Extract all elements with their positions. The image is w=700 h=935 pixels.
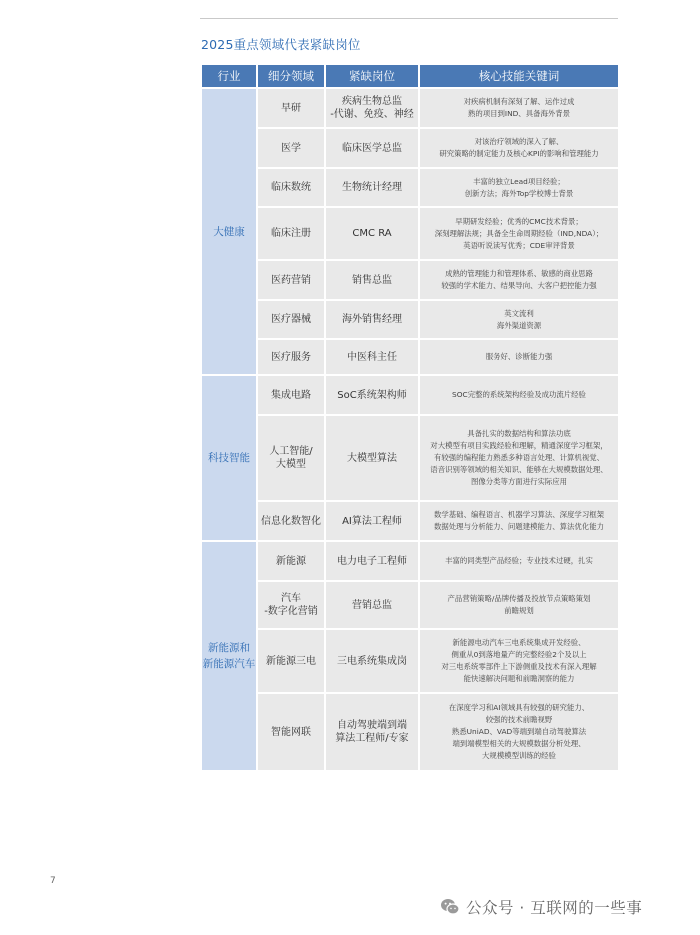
subfield-cell: 医疗器械 [258, 301, 324, 338]
skills-cell: 新能源电动汽车三电系统集成开发经验、 侧重从0到落地量产的完整经验2个及以上 对三电系统零部件上下游侧重及技术有深入理解 能快速解决问题和前瞻洞察的能力 [420, 630, 618, 692]
skills-cell: 早期研发经验；优秀的CMC技术背景； 深刻理解法规；具备全生命周期经验（IND,NDA）； 英语听说读写优秀；CDE审评背景 [420, 208, 618, 259]
position-cell: 中医科主任 [326, 340, 418, 374]
position-cell: 销售总监 [326, 261, 418, 299]
skills-cell: SOC完整的系统架构经验及成功流片经验 [420, 376, 618, 414]
skills-cell: 具备扎实的数据结构和算法功底 对大模型有项目实践经验和理解，精通深度学习框架， 有较强的编程能力熟悉多种语言处理、计算机视觉、 语音识别等领域的相关知识、能够在大规模数据处理、 图像分类等方面进行实际应用 [420, 416, 618, 500]
position-cell: 营销总监 [326, 582, 418, 628]
industry-cell: 科技智能 [202, 376, 256, 540]
subfield-cell: 新能源 [258, 542, 324, 580]
subfield-cell: 集成电路 [258, 376, 324, 414]
position-cell: 三电系统集成岗 [326, 630, 418, 692]
skills-cell: 在深度学习和AI领域具有较强的研究能力、 较强的技术前瞻视野 熟悉UniAD、VAD等端到端自动驾驶算法 端到端模型相关的大规模数据分析处理、 大规模模型训练的经验 [420, 694, 618, 770]
subfield-cell: 医学 [258, 129, 324, 167]
subfield-cell: 汽车 -数字化营销 [258, 582, 324, 628]
header-subfield: 细分领域 [258, 65, 324, 87]
industry-cell: 大健康 [202, 89, 256, 374]
subfield-cell: 早研 [258, 89, 324, 127]
position-cell: 自动驾驶端到端 算法工程师/专家 [326, 694, 418, 770]
header-position: 紧缺岗位 [326, 65, 418, 87]
skills-cell: 数学基础、编程语言、机器学习算法、深度学习框架 数据处理与分析能力、问题建模能力、算法优化能力 [420, 502, 618, 540]
subfield-cell: 临床注册 [258, 208, 324, 259]
table-row [202, 416, 618, 500]
position-cell: 电力电子工程师 [326, 542, 418, 580]
page-title: 2025重点领域代表紧缺岗位 [201, 37, 361, 52]
table-row [202, 208, 618, 259]
skills-cell: 服务好、诊断能力强 [420, 340, 618, 374]
table-row [202, 169, 618, 206]
position-cell: 生物统计经理 [326, 169, 418, 206]
shortage-positions-table [200, 63, 620, 772]
skills-cell: 英文流利 海外渠道资源 [420, 301, 618, 338]
position-cell: 疾病生物总监 -代谢、免疫、神经 [326, 89, 418, 127]
skills-cell: 对该治疗领域的深入了解、 研究策略的制定能力及核心KPI的影响和管理能力 [420, 129, 618, 167]
subfield-cell: 医疗服务 [258, 340, 324, 374]
position-cell: AI算法工程师 [326, 502, 418, 540]
table-row [202, 630, 618, 692]
subfield-cell: 医药营销 [258, 261, 324, 299]
industry-cell: 新能源和 新能源汽车 [202, 542, 256, 770]
table-row [202, 129, 618, 167]
header-skills: 核心技能关键词 [420, 65, 618, 87]
position-cell: 大模型算法 [326, 416, 418, 500]
subfield-cell: 人工智能/ 大模型 [258, 416, 324, 500]
skills-cell: 丰富的独立Lead项目经验； 创新方法；海外Top学校博士背景 [420, 169, 618, 206]
skills-cell: 对疾病机制有深刻了解、运作过成 熟的项目到IND、具备海外背景 [420, 89, 618, 127]
table-row [202, 376, 618, 414]
skills-cell: 丰富的同类型产品经验；专业技术过硬，扎实 [420, 542, 618, 580]
subfield-cell: 临床数统 [258, 169, 324, 206]
header-industry: 行业 [202, 65, 256, 87]
table-row [202, 542, 618, 580]
position-cell: CMC RA [326, 208, 418, 259]
subfield-cell: 新能源三电 [258, 630, 324, 692]
subfield-cell: 智能网联 [258, 694, 324, 770]
table-header-row [202, 65, 618, 87]
top-divider [200, 18, 618, 19]
watermark [440, 896, 642, 918]
table-row [202, 340, 618, 374]
table-row [202, 582, 618, 628]
watermark-text: 公众号 · 互联网的一些事 [466, 899, 643, 917]
position-cell: SoC系统架构师 [326, 376, 418, 414]
table-row [202, 261, 618, 299]
table-row [202, 694, 618, 770]
skills-cell: 产品营销策略/品牌传播及投放节点策略策划 前瞻规划 [420, 582, 618, 628]
table-row [202, 502, 618, 540]
table-row [202, 301, 618, 338]
skills-cell: 成熟的管理能力和管理体系、敏感的商业思路 较强的学术能力、结果导向、大客户把控能力强 [420, 261, 618, 299]
position-cell: 临床医学总监 [326, 129, 418, 167]
page-number: 7 [50, 876, 56, 886]
wechat-icon [440, 897, 460, 917]
table-row [202, 89, 618, 127]
position-cell: 海外销售经理 [326, 301, 418, 338]
subfield-cell: 信息化数智化 [258, 502, 324, 540]
